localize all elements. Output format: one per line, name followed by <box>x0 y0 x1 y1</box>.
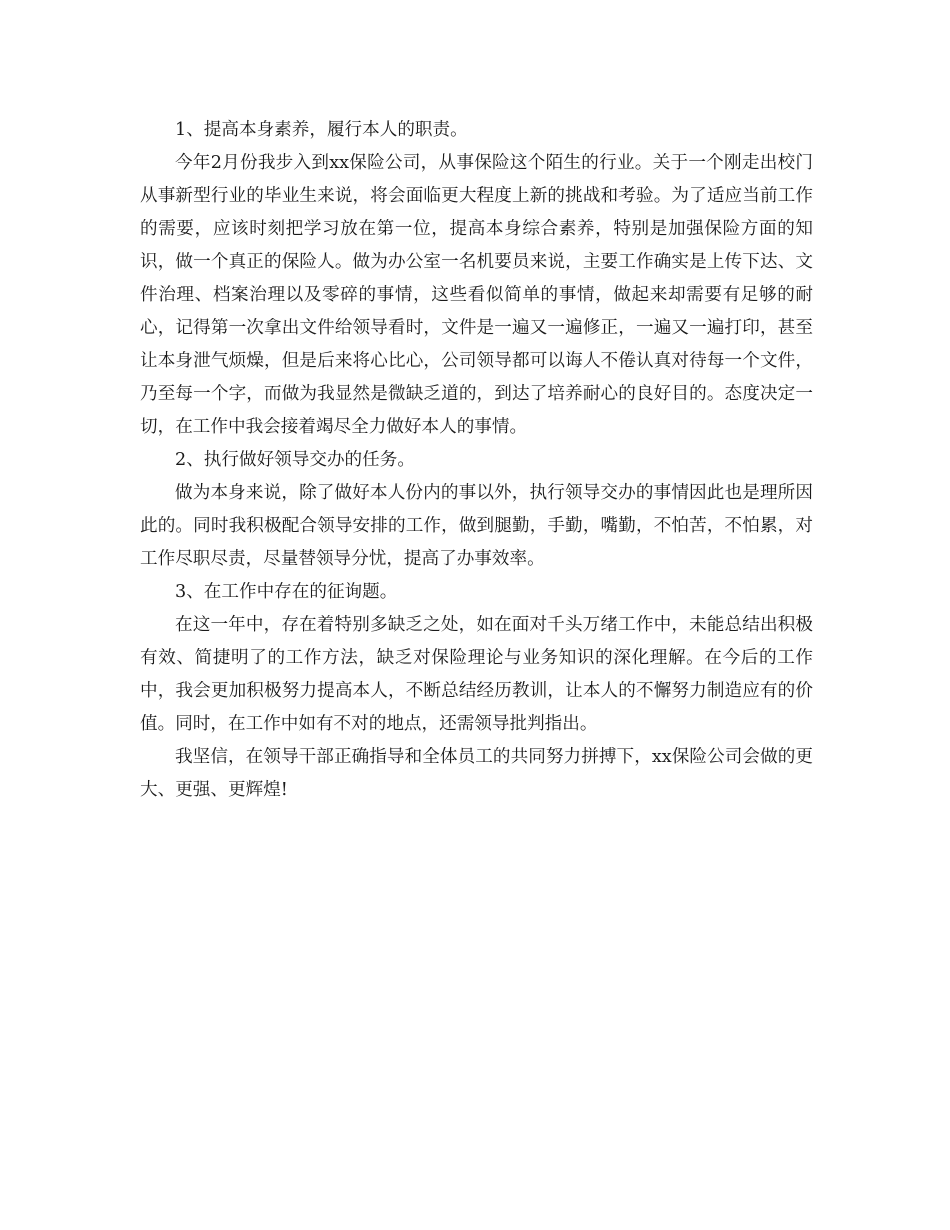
closing-paragraph: 我坚信，在领导干部正确指导和全体员工的共同努力拼搏下，xx保险公司会做的更大、更强、更辉煌! <box>140 747 813 800</box>
heading-3: 3、在工作中存在的征询题。 <box>175 582 398 602</box>
heading-1: 1、提高本身素养，履行本人的职责。 <box>175 120 468 140</box>
paragraph-2: 做为本身来说，除了做好本人份内的事以外，执行领导交办的事情因此也是理所因此的。同时我积极配合领导安排的工作，做到腿勤，手勤，嘴勤，不怕苦，不怕累，对工作尽职尽责，尽量替领导分忧，提高了办事效率。 <box>140 483 813 569</box>
document-body <box>140 114 813 807</box>
heading-2: 2、执行做好领导交办的任务。 <box>175 450 415 470</box>
paragraph-3: 在这一年中，存在着特别多缺乏之处，如在面对千头万绪工作中，未能总结出积极有效、简捷明了的工作方法，缺乏对保险理论与业务知识的深化理解。在今后的工作中，我会更加积极努力提高本人，不断总结经历教训，让本人的不懈努力制造应有的价值。同时，在工作中如有不对的地点，还需领导批判指出。 <box>140 615 813 734</box>
paragraph-1: 今年2月份我步入到xx保险公司，从事保险这个陌生的行业。关于一个刚走出校门从事新型行业的毕业生来说，将会面临更大程度上新的挑战和考验。为了适应当前工作的需要，应该时刻把学习放在第一位，提高本身综合素养，特别是加强保险方面的知识，做一个真正的保险人。做为办公室一名机要员来说，主要工作确实是上传下达、文件治理、档案治理以及零碎的事情，这些看似简单的事情，做起来却需要有足够的耐心，记得第一次拿出文件给领导看时，文件是一遍又一遍修正，一遍又一遍打印，甚至让本身泄气烦燥，但是后来将心比心，公司领导都可以诲人不倦认真对待每一个文件，乃至每一个字，而做为我显然是微缺乏道的，到达了培养耐心的良好目的。态度决定一切，在工作中我会接着竭尽全力做好本人的事情。 <box>140 153 813 437</box>
